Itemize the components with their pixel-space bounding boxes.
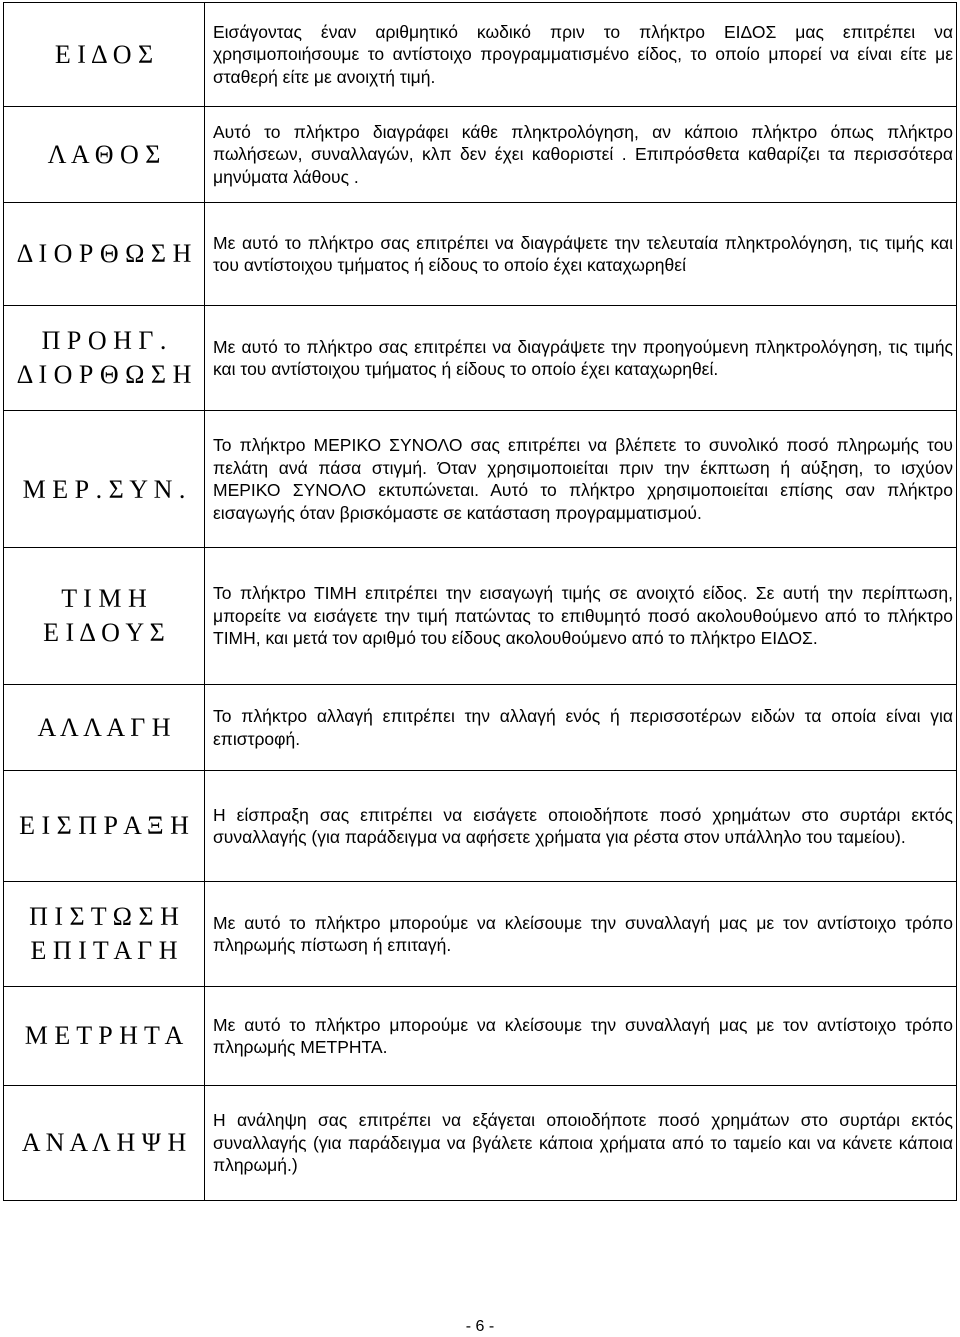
- key-label-line: Δ Ι Ο Ρ Θ Ω Σ Η: [16, 360, 192, 389]
- table-row: [4, 3, 957, 107]
- key-description: Με αυτό το πλήκτρο μπορούμε να κλείσουμε την συναλλαγή μας με τον αντίστοιχο τρόπο πληρωμής πίστωση ή επιταγή.: [205, 882, 957, 987]
- key-description: Με αυτό το πλήκτρο σας επιτρέπει να διαγράψετε την τελευταία πληκτρολόγηση, τις τιμής και του αντίστοιχου τμήματος ή είδους το οποίο έχει καταχωρηθεί: [205, 203, 957, 306]
- key-label-line: Ε Ι Δ Ο Σ: [54, 39, 154, 69]
- key-description: Αυτό το πλήκτρο διαγράφει κάθε πληκτρολόγηση, αν κάποιο πλήκτρο όπως πλήκτρο πωλήσεων, συναλλαγών, κλπ δεν έχει καθοριστεί . Επιπρόσθετα καθαρίζει τα περισσότερα μηνύματα λάθους .: [205, 107, 957, 203]
- table-row: [4, 107, 957, 203]
- key-label-line: Ε Π Ι Τ Α Γ Η: [30, 936, 178, 965]
- key-label-line: Α Ν Α Λ Η Ψ Η: [21, 1128, 187, 1157]
- key-label-cell: [4, 411, 205, 548]
- key-label-line: Ε Ι Δ Ο Υ Σ: [43, 618, 165, 647]
- key-label-cell: [4, 107, 205, 203]
- key-label-line: Α Λ Λ Α Γ Η: [37, 712, 171, 742]
- key-label-line: Π Ρ Ο Η Γ .: [41, 326, 167, 355]
- table-row: [4, 685, 957, 771]
- table-row: [4, 882, 957, 987]
- table-row: [4, 411, 957, 548]
- table-row: [4, 203, 957, 306]
- table-row: [4, 987, 957, 1086]
- table-row: [4, 771, 957, 882]
- page-number: - 6 -: [465, 1318, 495, 1335]
- key-description: Η είσπραξη σας επιτρέπει να εισάγετε οποιοδήποτε ποσό χρημάτων στο συρτάρι εκτός συναλλαγής (για παράδειγμα να αφήσετε χρήματα για ρέστα στον υπάλληλο του ταμείου).: [205, 771, 957, 882]
- key-description: Το πλήκτρο ΤΙΜΗ επιτρέπει την εισαγωγή τιμής σε ανοιχτό είδος. Σε αυτή την περίπτωση, μπορείτε να εισάγετε την τιμή πατώντας το επιθυμητό ποσό ακολουθούμενο από το πλήκτρο ΤΙΜΗ, και μετά τον αριθμό του είδους ακολουθούμενο από το πλήκτρο ΕΙΔΟΣ.: [205, 548, 957, 685]
- key-description: Με αυτό το πλήκτρο σας επιτρέπει να διαγράψετε την προηγούμενη πληκτρολόγηση, τις τιμής και του αντίστοιχου τμήματος ή είδους το οποίο έχει καταχωρηθεί.: [205, 306, 957, 411]
- key-label-cell: [4, 3, 205, 107]
- key-label-cell: [4, 882, 205, 987]
- key-label-cell: [4, 771, 205, 882]
- key-label-cell: [4, 203, 205, 306]
- key-description: Το πλήκτρο αλλαγή επιτρέπει την αλλαγή ενός ή περισσοτέρων ειδών τα οποία είναι για επιστροφή.: [205, 685, 957, 771]
- table-row: [4, 306, 957, 411]
- key-description: Εισάγοντας έναν αριθμητικό κωδικό πριν το πλήκτρο ΕΙΔΟΣ μας επιτρέπει να χρησιμοποιήσουμε το αντίστοιχο προγραμματισμένο είδος, το οποίο μπορεί να είναι είτε με σταθερή είτε με ανοιχτή τιμή.: [205, 3, 957, 107]
- key-label-cell: [4, 548, 205, 685]
- table-row: [4, 548, 957, 685]
- key-description: Με αυτό το πλήκτρο μπορούμε να κλείσουμε την συναλλαγή μας με τον αντίστοιχο τρόπο πληρωμής ΜΕΤΡΗΤΑ.: [205, 987, 957, 1086]
- key-label-cell: [4, 1086, 205, 1201]
- key-label-line: Π Ι Σ Τ Ω Σ Η: [29, 902, 179, 931]
- key-description: Η ανάληψη σας επιτρέπει να εξάγεται οποιοδήποτε ποσό χρημάτων στο συρτάρι εκτός συναλλαγής (για παράδειγμα να βγάλετε κάποια χρήματα από το ταμείο και να κάνετε κάποια πληρωμή.): [205, 1086, 957, 1201]
- key-label-cell: [4, 685, 205, 771]
- key-label-line: Λ Α Θ Ο Σ: [47, 139, 161, 169]
- key-label-line: Δ Ι Ο Ρ Θ Ω Σ Η: [16, 239, 192, 268]
- table-row: [4, 1086, 957, 1201]
- key-label-line: Μ Ε Ρ . Σ Υ Ν .: [22, 475, 186, 504]
- key-label-line: Μ Ε Τ Ρ Η Τ Α: [24, 1021, 184, 1050]
- key-label-line: Τ Ι Μ Η: [61, 584, 147, 613]
- key-description: Το πλήκτρο ΜΕΡΙΚΟ ΣΥΝΟΛΟ σας επιτρέπει να βλέπετε το συνολικό ποσό πληρωμής του πελάτη ανά πάσα στιγμή. Όταν χρησιμοποιείται πριν την έκπτωση ή αύξηση, το ισχύον ΜΕΡΙΚΟ ΣΥΝΟΛΟ εκτυπώνεται. Αυτό το πλήκτρο χρησιμοποιείται επίσης σαν πλήκτρο εισαγωγής όταν βρισκόμαστε σε κατάσταση προγραμματισμού.: [205, 411, 957, 548]
- key-description-table: [3, 2, 957, 1201]
- key-label-cell: [4, 987, 205, 1086]
- key-label-line: Ε Ι Σ Π Ρ Α Ξ Η: [19, 811, 189, 840]
- key-label-cell: [4, 306, 205, 411]
